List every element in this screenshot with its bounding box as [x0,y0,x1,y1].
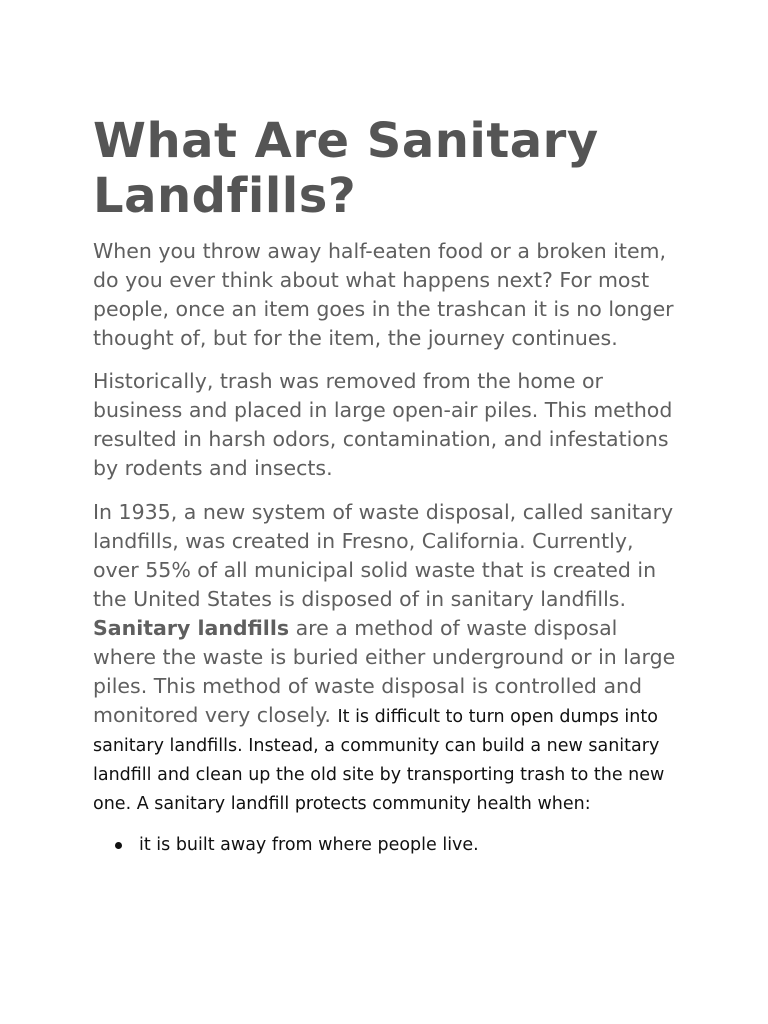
bullet-icon [115,842,122,849]
page-title: What Are Sanitary Landfills? [93,113,599,224]
bullet-list [93,833,683,857]
paragraph-intro: When you throw away half-eaten food or a broken item, do you ever think about what happens next? For most people, once an item goes in the trashcan it is no longer thought of, but for the item, the journey continues. [93,239,674,350]
pasted-inline-text: It is difficult to turn open dumps into sanitary landfills. Instead, a community can build a new sanitary landfill and clean up the old site by transporting trash to the new one. A sanitary landfill protects community health when: [93,707,665,814]
definition-text: are a method of waste disposal where the waste is buried either underground or in large piles. This method of waste disposal is controlled and monitored very closely. [93,616,676,727]
paragraph-1935-text: In 1935, a new system of waste disposal, called sanitary landfills, was created in Fresno, California. Currently, over 55% of all municipal solid waste that is created in the United States is disposed of in sanitary landfills. [93,500,674,611]
list-item-text: it is built away from where people live. [139,835,479,855]
paragraph-sanitary-landfills [93,498,683,817]
list-item [139,833,683,857]
paragraph-history: Historically, trash was removed from the home or business and placed in large open-air piles. This method resulted in harsh odors, contamination, and infestations by rodents and insects. [93,369,673,480]
term-sanitary-landfills: Sanitary landfills [93,616,290,640]
document-page [93,114,683,857]
